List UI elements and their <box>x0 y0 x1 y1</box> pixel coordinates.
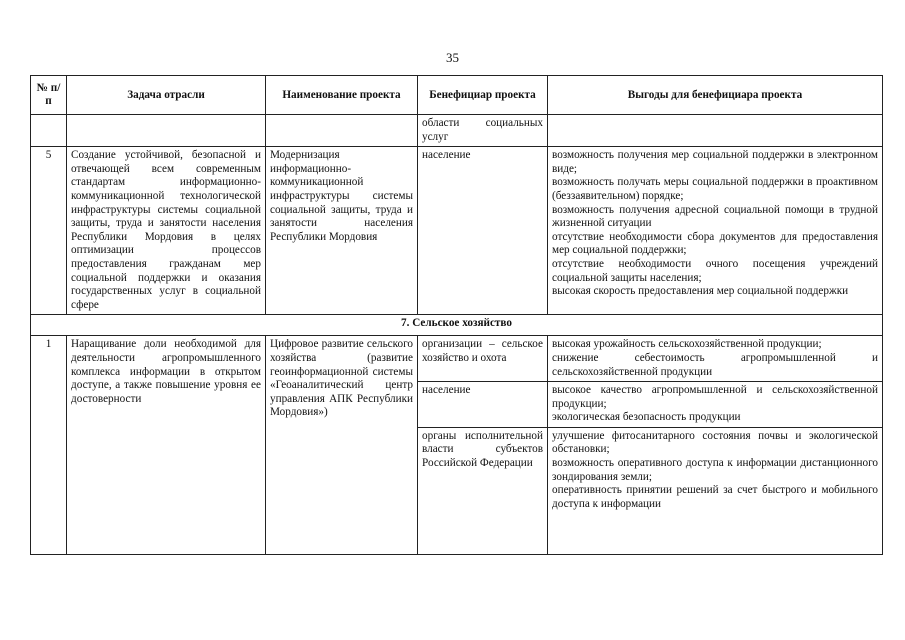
table-row-1 <box>31 336 883 382</box>
cell-task-empty <box>67 115 266 147</box>
cell-num-empty <box>31 115 67 147</box>
cell-beneficiary: области социальных услуг <box>418 115 548 147</box>
benefit-item: высокая скорость предоставления мер социальной поддержки <box>552 285 849 298</box>
cell-project: Модернизация информационно-коммуникационной инфраструктуры системы социальной защиты, труда и занятости населения Республики Мордовия <box>266 147 418 315</box>
table-row-5 <box>31 147 883 315</box>
cell-task: Создание устойчивой, безопасной и отвечающей всем современным стандартам информационно-коммуникационной технологической инфраструктуры системы социальной защиты, труда и занятости населения Республики Мордовия в целях оптимизации процессов предоставления гражданам мер социальной поддержки и оказания государственных услуг в социальной сфере <box>67 147 266 315</box>
section-title: 7. Сельское хозяйство <box>31 315 883 336</box>
header-benefits: Выгоды для бенефициара проекта <box>548 76 883 115</box>
cell-beneficiary: организации – сельское хозяйство и охота <box>418 336 548 382</box>
table-header-row <box>31 76 883 115</box>
benefit-item: возможность получения мер социальной поддержки в электронном виде; <box>552 149 878 175</box>
benefit-item: снижение себестоимость агропромышленной и сельскохозяйственной продукции <box>552 351 878 378</box>
benefit-item: возможность оперативного доступа к информации дистанционного зондирования земли; <box>552 457 878 483</box>
benefit-item: улучшение фитосанитарного состояния почвы и экологической обстановки; <box>552 429 878 456</box>
cell-num: 5 <box>31 147 67 315</box>
header-task: Задача отрасли <box>67 76 266 115</box>
cell-benefits <box>548 382 883 428</box>
cell-project: Цифровое развитие сельского хозяйства (развитие геоинформационной системы «Геоаналитический центр управления АПК Республики Мордовия») <box>266 336 418 555</box>
cell-benefits <box>548 147 883 315</box>
cell-benefits <box>548 336 883 382</box>
page-number: 35 <box>446 50 459 65</box>
benefit-item: высокая урожайность сельскохозяйственной продукции; <box>552 338 822 351</box>
benefit-item: высокое качество агропромышленной и сельскохозяйственной продукции; <box>552 384 878 410</box>
benefit-item: оперативность принятии решений за счет быстрого и мобильного доступа к информации <box>552 484 878 510</box>
cell-beneficiary: население <box>418 382 548 428</box>
benefit-item: возможность получать меры социальной поддержки в проактивном (беззаявительном) порядке; <box>552 176 878 202</box>
benefit-item: экологическая безопасность продукции <box>552 411 741 424</box>
cell-beneficiary: население <box>418 147 548 315</box>
cell-project-empty <box>266 115 418 147</box>
cell-beneficiary: органы исполнительной власти субъектов Российской Федерации <box>418 427 548 554</box>
header-project: Наименование проекта <box>266 76 418 115</box>
section-row <box>31 315 883 336</box>
cell-benefits-empty <box>548 115 883 147</box>
table-row-continued <box>31 115 883 147</box>
benefit-item: отсутствие необходимости очного посещения учреждений социальной защиты населения; <box>552 257 878 284</box>
cell-benefits <box>548 427 883 554</box>
header-num: № п/п <box>31 76 67 115</box>
projects-table <box>30 75 883 555</box>
header-beneficiary: Бенефициар проекта <box>418 76 548 115</box>
cell-num: 1 <box>31 336 67 555</box>
cell-task: Наращивание доли необходимой для деятельности агропромышленного комплекса информации в открытом доступе, а также повышение уровня ее достоверности <box>67 336 266 555</box>
benefit-item: отсутствие необходимости сбора документов для предоставления мер социальной поддержки; <box>552 230 878 257</box>
benefit-item: возможность получения адресной социальной помощи в трудной жизненной ситуации <box>552 203 878 230</box>
